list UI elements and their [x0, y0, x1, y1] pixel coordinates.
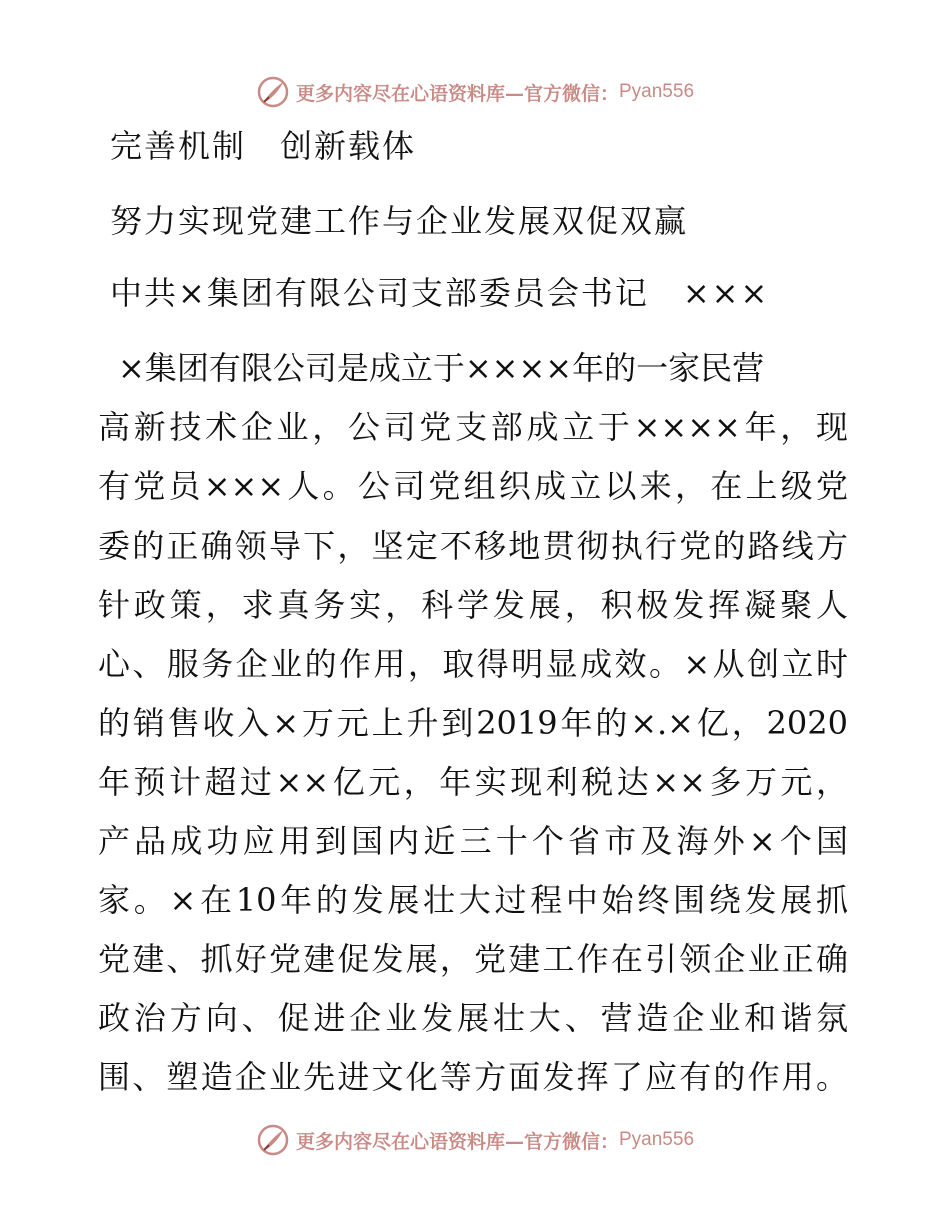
paragraph-line: 家。×在10年的发展壮大过程中始终围绕发展抓 [98, 881, 848, 919]
document-title-line-1: 完善机制 创新载体 [110, 127, 417, 165]
paragraph-line: 党建、抓好党建促发展，党建工作在引领企业正确 [98, 940, 848, 978]
quill-pen-logo-icon [256, 1123, 290, 1157]
watermark-banner-bottom [0, 1120, 950, 1160]
paragraph-line: 年预计超过××亿元，年实现利税达××多万元， [98, 763, 848, 801]
paragraph-line: 针政策，求真务实，科学发展，积极发挥凝聚人 [98, 586, 848, 624]
watermark-text: 更多内容尽在心语资料库—官方微信： [295, 82, 619, 105]
paragraph-line: 围、塑造企业先进文化等方面发挥了应有的作用。 [98, 1058, 848, 1096]
paragraph-line: 产品成功应用到国内近三十个省市及海外×个国 [98, 822, 848, 860]
quill-pen-logo-icon [256, 75, 290, 109]
paragraph-line: 的销售收入×万元上升到2019年的×.×亿，2020 [98, 704, 848, 742]
paragraph-line: 心、服务企业的作用，取得明显成效。×从创立时 [98, 645, 848, 683]
paragraph-line: 高新技术企业，公司党支部成立于××××年，现 [98, 408, 848, 446]
paragraph-line: 政治方向、促进企业发展壮大、营造企业和谐氛 [98, 999, 848, 1037]
watermark-wechat-id: Pyan556 [619, 81, 695, 102]
paragraph-line: 委的正确领导下，坚定不移地贯彻执行党的路线方 [98, 527, 848, 565]
watermark-wechat-id: Pyan556 [619, 1129, 695, 1150]
watermark-text: 更多内容尽在心语资料库—官方微信： [295, 1130, 619, 1153]
paragraph-line: ×集团有限公司是成立于××××年的一家民营 [118, 349, 765, 387]
document-title-line-2: 努力实现党建工作与企业发展双促双赢 [110, 202, 689, 240]
watermark-banner-top [0, 72, 950, 112]
document-author-line: 中共×集团有限公司支部委员会书记 ××× [110, 274, 770, 312]
paragraph-line: 有党员×××人。公司党组织成立以来，在上级党 [98, 467, 848, 505]
